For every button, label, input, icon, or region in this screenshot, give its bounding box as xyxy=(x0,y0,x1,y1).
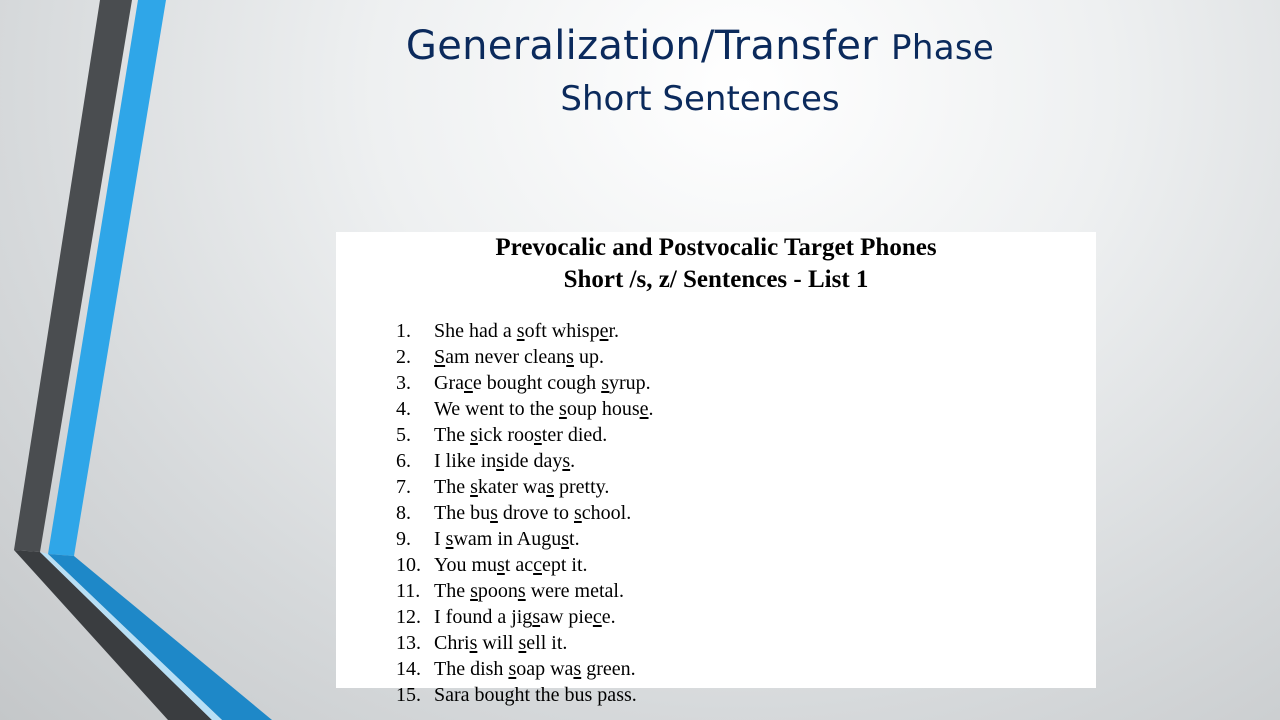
sentence-list xyxy=(396,318,654,708)
sentence-item xyxy=(396,604,654,630)
sentence-item xyxy=(396,552,654,578)
sentence-number: 1. xyxy=(396,320,411,342)
sentence-number: 13. xyxy=(396,632,421,654)
sentence-text: The spoons were metal. xyxy=(434,580,624,602)
sentence-number: 14. xyxy=(396,658,421,680)
sentence-item xyxy=(396,370,654,396)
sentence-number: 2. xyxy=(396,346,411,368)
decor-stripe-light xyxy=(40,552,222,720)
document-image xyxy=(336,232,1096,706)
sentence-text: She had a soft whisper. xyxy=(434,320,620,342)
sentence-number: 9. xyxy=(396,528,411,550)
sentence-number: 10. xyxy=(396,554,421,576)
sentence-text: Chris will sell it. xyxy=(434,632,568,654)
sentence-text: The dish soap was green. xyxy=(434,658,636,680)
sentence-text: Sam never cleans up. xyxy=(434,346,604,368)
sentence-item xyxy=(396,500,654,526)
sentence-number: 5. xyxy=(396,424,411,446)
title-main: Generalization/Transfer xyxy=(405,23,879,69)
title-phase: Phase xyxy=(891,28,995,68)
slide-subtitle: Short Sentences xyxy=(560,79,840,119)
sentence-item xyxy=(396,448,654,474)
sentence-item xyxy=(396,344,654,370)
sentence-text: I like inside days. xyxy=(434,450,576,472)
sentence-item xyxy=(396,656,654,682)
sentence-item xyxy=(396,396,654,422)
sentence-item xyxy=(396,318,654,344)
sentence-number: 8. xyxy=(396,502,411,524)
sentence-number: 6. xyxy=(396,450,411,472)
document-heading-line-1: Prevocalic and Postvocalic Target Phones xyxy=(495,234,937,261)
document-heading-line-2: Short /s, z/ Sentences - List 1 xyxy=(563,266,869,293)
decor-stripe-dark-lower xyxy=(14,550,212,720)
sentence-item xyxy=(396,578,654,604)
sentence-number: 12. xyxy=(396,606,421,628)
sentence-text: The bus drove to school. xyxy=(434,502,632,524)
sentence-number: 7. xyxy=(396,476,411,498)
sentence-text: Sara bought the bus pass. xyxy=(434,684,637,706)
sentence-item xyxy=(396,526,654,552)
sentence-number: 15. xyxy=(396,684,421,706)
sentence-text: We went to the soup house. xyxy=(434,398,654,420)
sentence-text: Grace bought cough syrup. xyxy=(434,372,651,394)
sentence-number: 3. xyxy=(396,372,411,394)
sentence-text: I found a jigsaw piece. xyxy=(434,606,616,628)
sentence-item xyxy=(396,630,654,656)
slide-title xyxy=(330,18,1070,124)
title-line-1 xyxy=(330,18,1070,74)
sentence-text: The sick rooster died. xyxy=(434,424,608,446)
sentence-number: 4. xyxy=(396,398,411,420)
sentence-item xyxy=(396,422,654,448)
sentence-text: I swam in August. xyxy=(434,528,580,550)
sentence-text: You must accept it. xyxy=(434,554,588,576)
sentence-text: The skater was pretty. xyxy=(434,476,610,498)
sentence-item xyxy=(396,474,654,500)
document-heading xyxy=(336,232,1096,296)
sentence-item xyxy=(396,682,654,708)
sentence-number: 11. xyxy=(396,580,421,602)
